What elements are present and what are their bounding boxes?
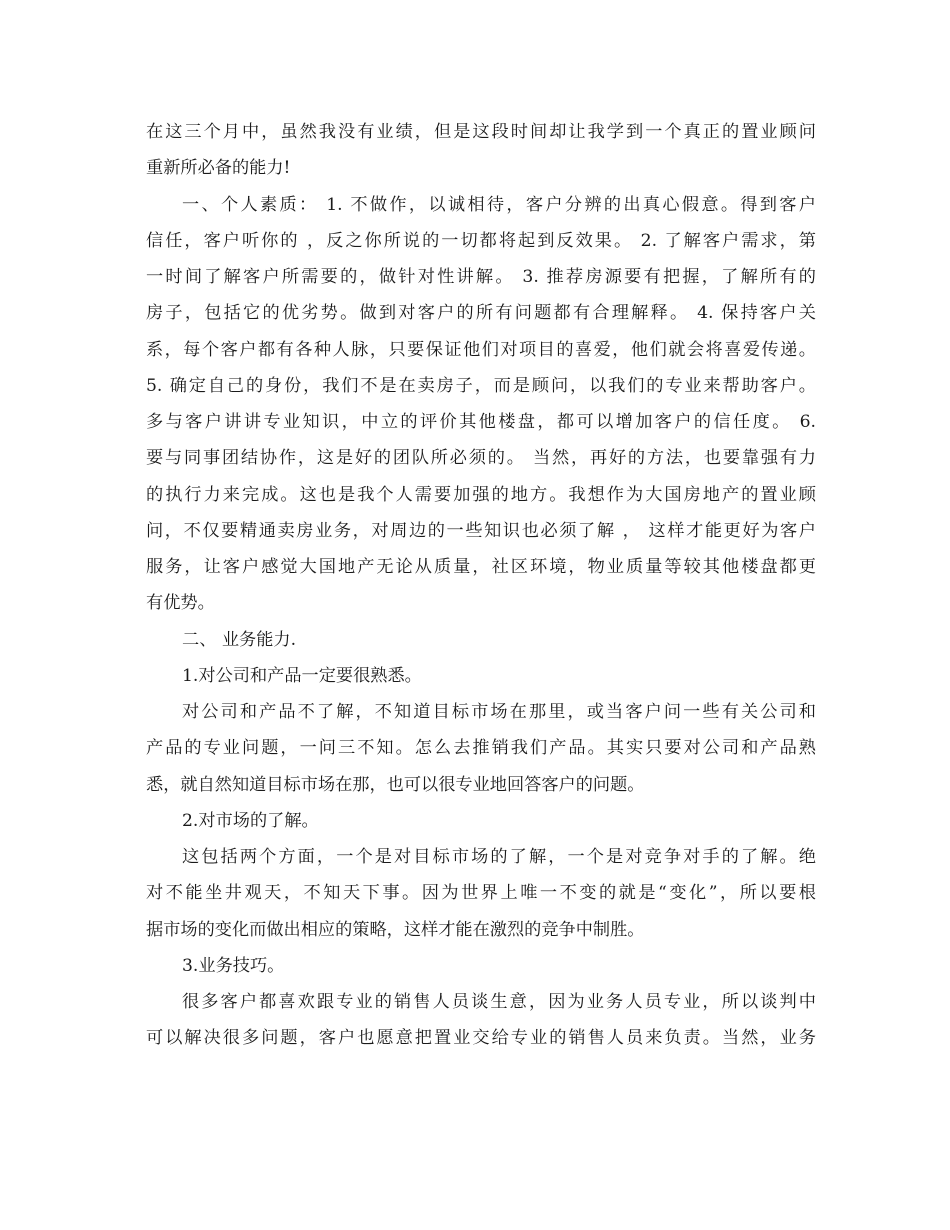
text-line: 信任，客户听你的 ，反之你所说的一切都将起到反效果。 2. 了解客户需求，第 <box>146 231 816 251</box>
subsection-heading: 2.对市场的了解。 <box>182 811 319 831</box>
section-heading: 二、 业务能力. <box>182 630 297 650</box>
text-line: 对不能坐井观天，不知天下事。因为世界上唯一不变的就是“变化”，所以要根 <box>146 883 816 903</box>
text-line: 可以解决很多问题，客户也愿意把置业交给专业的销售人员来负责。当然，业务 <box>146 1028 816 1048</box>
text-line: 5. 确定自己的身份，我们不是在卖房子，而是顾问，以我们的专业来帮助客户。 <box>146 376 816 396</box>
text-line: 对公司和产品不了解，不知道目标市场在那里，或当客户问一些有关公司和 <box>182 702 816 722</box>
text-line: 房子，包括它的优劣势。做到对客户的所有问题都有合理解释。 4. 保持客户关 <box>146 303 816 323</box>
text-line: 问，不仅要精通卖房业务，对周边的一些知识也必须了解 ， 这样才能更好为客户 <box>146 521 816 541</box>
text-line: 在这三个月中，虽然我没有业绩，但是这段时间却让我学到一个真正的置业顾问 <box>146 122 816 142</box>
text-line: 产品的专业问题，一问三不知。怎么去推销我们产品。其实只要对公司和产品熟 <box>146 738 816 758</box>
text-line: 重新所必备的能力! <box>146 158 291 178</box>
text-line: 服务，让客户感觉大国地产无论从质量，社区环境，物业质量等较其他楼盘都更 <box>146 557 816 577</box>
text-line: 有优势。 <box>146 593 215 613</box>
text-line: 要与同事团结协作，这是好的团队所必须的。 当然，再好的方法，也要靠强有力 <box>146 448 816 468</box>
text-line: 一时间了解客户所需要的，做针对性讲解。 3. 推荐房源要有把握，了解所有的 <box>146 267 816 287</box>
subsection-heading: 1.对公司和产品一定要很熟悉。 <box>182 666 422 686</box>
text-line: 系，每个客户都有各种人脉，只要保证他们对项目的喜爱，他们就会将喜爱传递。 <box>146 340 816 360</box>
text-line: 一、个人素质： 1. 不做作，以诚相待，客户分辨的出真心假意。得到客户 <box>182 195 816 215</box>
subsection-heading: 3.业务技巧。 <box>182 956 285 976</box>
text-line: 很多客户都喜欢跟专业的销售人员谈生意，因为业务人员专业，所以谈判中 <box>182 992 816 1012</box>
text-line: 悉，就自然知道目标市场在那，也可以很专业地回答客户的问题。 <box>146 775 645 795</box>
text-line: 的执行力来完成。这也是我个人需要加强的地方。我想作为大国房地产的置业顾 <box>146 485 816 505</box>
text-line: 这包括两个方面，一个是对目标市场的了解，一个是对竞争对手的了解。绝 <box>182 847 816 867</box>
text-line: 据市场的变化而做出相应的策略，这样才能在激烈的竞争中制胜。 <box>146 920 645 940</box>
text-line: 多与客户讲讲专业知识，中立的评价其他楼盘，都可以增加客户的信任度。 6. <box>146 412 816 432</box>
